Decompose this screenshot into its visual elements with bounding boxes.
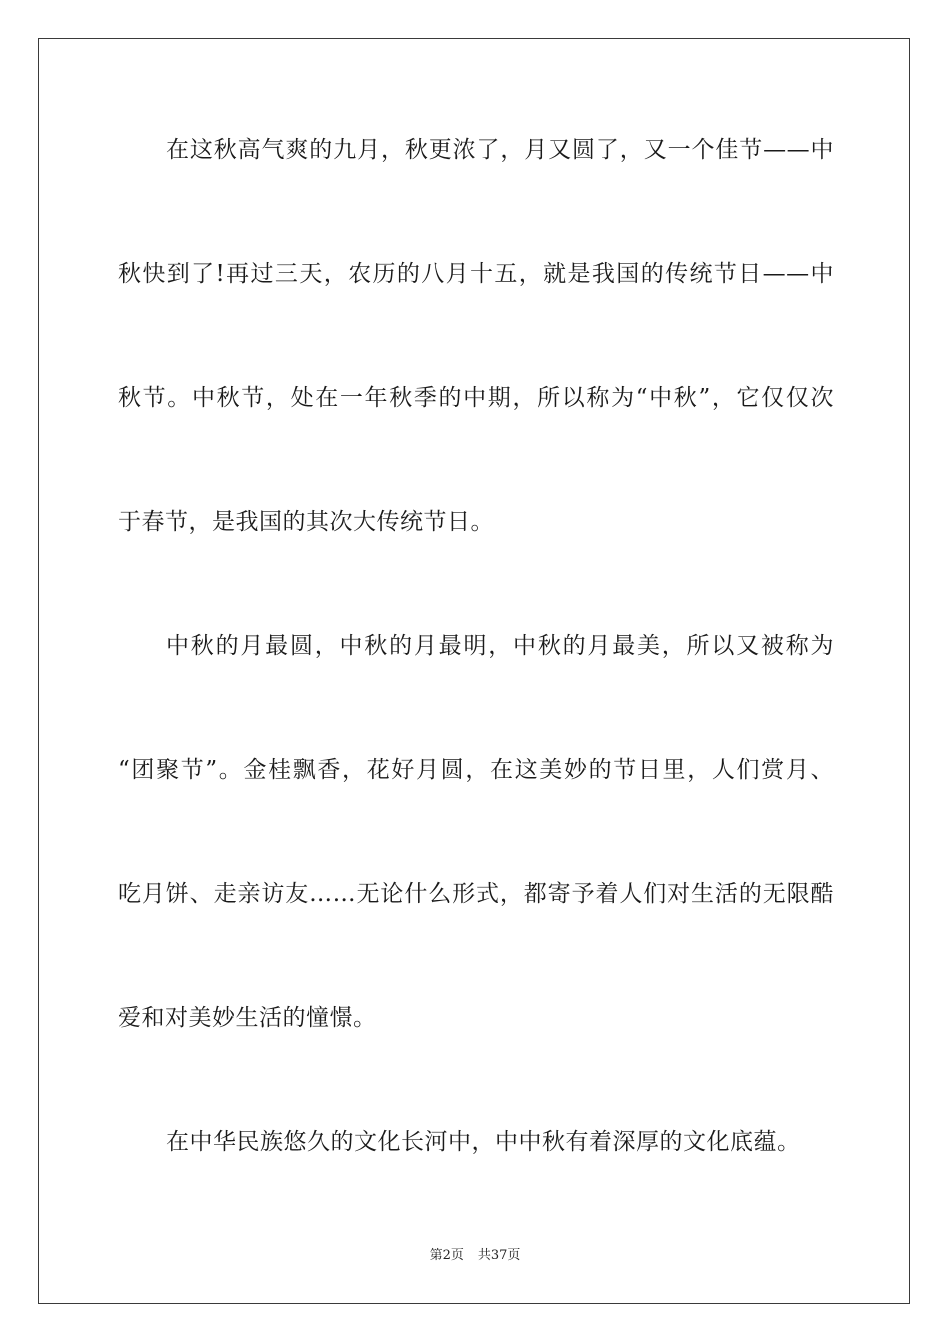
paragraph-2-line-4: 爱和对美妙生活的憧憬。	[118, 1005, 377, 1031]
paragraph-1-line-2: 秋快到了!再过三天，农历的八月十五，就是我国的传统节日——中	[118, 261, 834, 287]
paragraph-2-line-3: 吃月饼、走亲访友……无论什么形式，都寄予着人们对生活的无限酷	[118, 881, 834, 907]
page-footer	[0, 1247, 950, 1265]
page-number: 第2页	[429, 1248, 464, 1263]
page-border	[38, 38, 910, 1304]
paragraph-1-line-4: 于春节，是我国的其次大传统节日。	[118, 509, 494, 535]
paragraph-1-line-1: 在这秋高气爽的九月，秋更浓了，月又圆了，又一个佳节——中	[166, 137, 834, 163]
paragraph-2-line-1: 中秋的月最圆，中秋的月最明，中秋的月最美，所以又被称为	[166, 633, 834, 659]
page-total: 共37页	[477, 1248, 521, 1263]
paragraph-1-line-3: 秋节。中秋节，处在一年秋季的中期，所以称为“中秋”，它仅仅次	[118, 385, 834, 411]
paragraph-2-line-2: “团聚节”。金桂飘香，花好月圆，在这美妙的节日里，人们赏月、	[118, 757, 834, 783]
paragraph-3-line-1: 在中华民族悠久的文化长河中，中中秋有着深厚的文化底蕴。	[166, 1129, 801, 1155]
